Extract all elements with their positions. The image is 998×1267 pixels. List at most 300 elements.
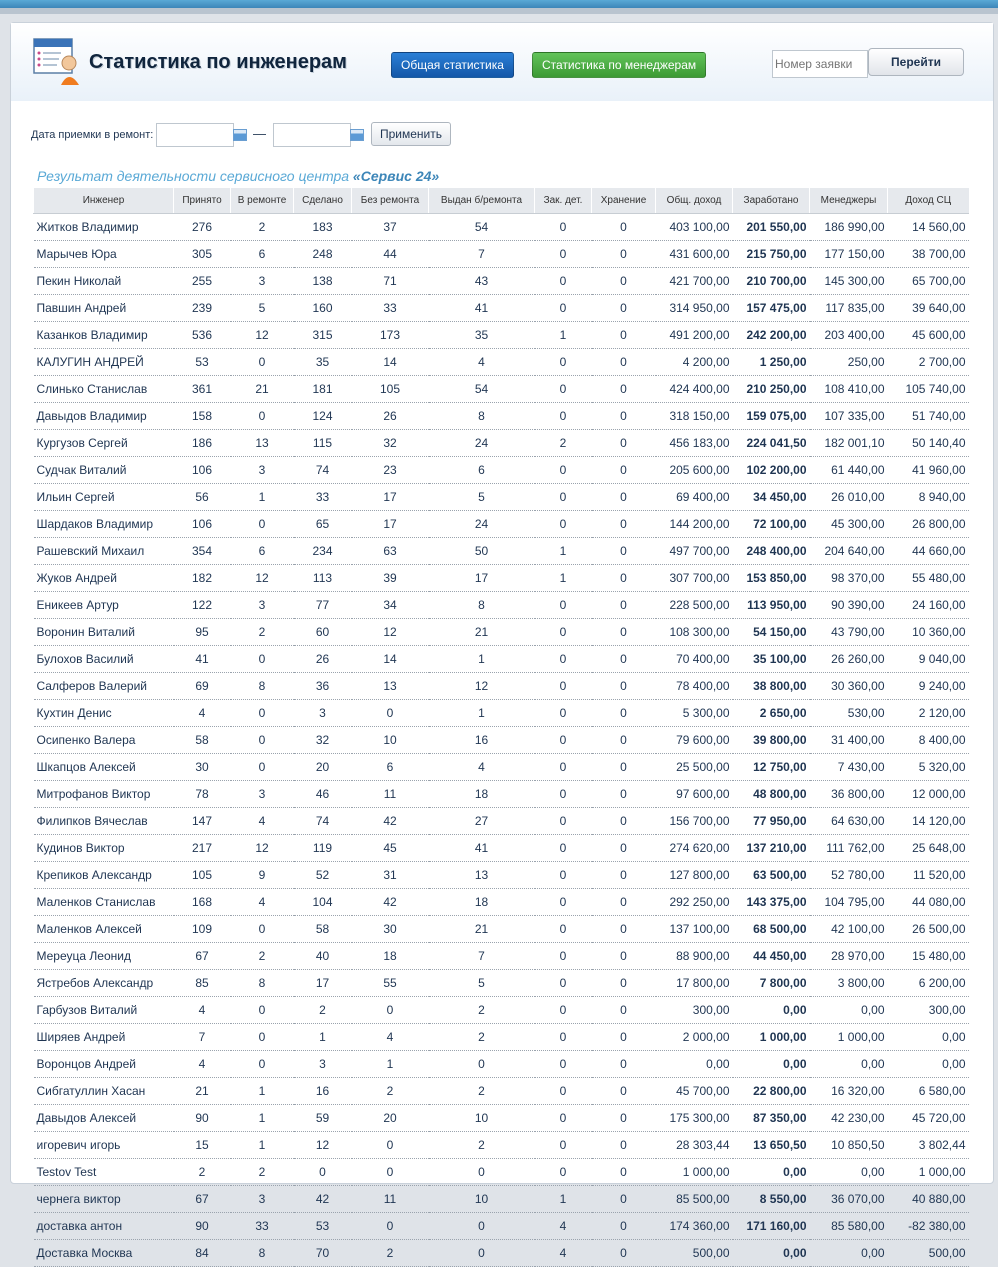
- table-cell: 0: [429, 1240, 535, 1267]
- table-cell: 38 700,00: [888, 241, 969, 268]
- table-cell: 0: [592, 1078, 656, 1105]
- table-cell: 54 150,00: [733, 619, 810, 646]
- table-cell: 1 250,00: [733, 349, 810, 376]
- table-cell: 108 410,00: [810, 376, 888, 403]
- table-cell: 1: [231, 1132, 294, 1159]
- table-cell: 0: [535, 376, 592, 403]
- engineer-name-cell: Кургузов Сергей: [34, 430, 174, 457]
- table-cell: 0,00: [810, 1159, 888, 1186]
- table-cell: 52: [294, 862, 352, 889]
- table-cell: 3: [231, 592, 294, 619]
- column-header[interactable]: Заработано: [733, 188, 810, 214]
- engineer-name-cell: Сибгатуллин Хасан: [34, 1078, 174, 1105]
- table-cell: 248: [294, 241, 352, 268]
- table-cell: 68 500,00: [733, 916, 810, 943]
- apply-button[interactable]: Применить: [371, 122, 451, 146]
- table-cell: 0: [592, 754, 656, 781]
- table-cell: 1: [231, 1105, 294, 1132]
- table-cell: 18: [429, 889, 535, 916]
- table-cell: 361: [174, 376, 231, 403]
- engineer-name-cell: Крепиков Александр: [34, 862, 174, 889]
- table-cell: 41: [174, 646, 231, 673]
- column-header[interactable]: Без ремонта: [352, 188, 429, 214]
- calendar-icon[interactable]: [350, 129, 364, 141]
- table-cell: 234: [294, 538, 352, 565]
- table-cell: 4: [174, 997, 231, 1024]
- table-cell: 7 430,00: [810, 754, 888, 781]
- table-cell: 0: [535, 862, 592, 889]
- table-cell: 0,00: [733, 1051, 810, 1078]
- table-cell: 0: [535, 727, 592, 754]
- table-cell: 4: [429, 349, 535, 376]
- table-cell: 12: [231, 565, 294, 592]
- table-cell: 143 375,00: [733, 889, 810, 916]
- table-cell: 173: [352, 322, 429, 349]
- table-cell: 41: [429, 835, 535, 862]
- table-cell: 40 880,00: [888, 1186, 969, 1213]
- table-cell: 15 480,00: [888, 943, 969, 970]
- table-cell: 39 800,00: [733, 727, 810, 754]
- top-bar: [0, 0, 998, 8]
- column-header[interactable]: Менеджеры: [810, 188, 888, 214]
- table-cell: 497 700,00: [656, 538, 733, 565]
- table-cell: 137 100,00: [656, 916, 733, 943]
- table-cell: 14: [352, 646, 429, 673]
- engineer-name-cell: Марычев Юра: [34, 241, 174, 268]
- table-cell: 0: [592, 403, 656, 430]
- table-cell: 24 160,00: [888, 592, 969, 619]
- table-cell: 0: [535, 484, 592, 511]
- table-row: [34, 511, 969, 538]
- column-header[interactable]: Выдан б/ремонта: [429, 188, 535, 214]
- table-cell: 12: [231, 322, 294, 349]
- table-cell: 17: [294, 970, 352, 997]
- table-cell: 0: [535, 214, 592, 241]
- table-row: [34, 1240, 969, 1267]
- table-cell: 144 200,00: [656, 511, 733, 538]
- table-cell: 274 620,00: [656, 835, 733, 862]
- table-cell: 55: [352, 970, 429, 997]
- table-cell: 0,00: [733, 1240, 810, 1267]
- table-cell: 0: [592, 1240, 656, 1267]
- table-row: [34, 1078, 969, 1105]
- table-cell: 20: [294, 754, 352, 781]
- table-cell: 25 500,00: [656, 754, 733, 781]
- table-cell: 13 650,50: [733, 1132, 810, 1159]
- table-cell: 1 000,00: [733, 1024, 810, 1051]
- engineer-name-cell: Житков Владимир: [34, 214, 174, 241]
- table-cell: 2: [231, 1159, 294, 1186]
- table-cell: 2: [174, 1159, 231, 1186]
- table-cell: 113: [294, 565, 352, 592]
- table-cell: 1: [535, 1186, 592, 1213]
- table-cell: 43 790,00: [810, 619, 888, 646]
- table-cell: 217: [174, 835, 231, 862]
- table-cell: 0: [231, 403, 294, 430]
- table-cell: 0: [352, 700, 429, 727]
- page-header: [11, 23, 993, 101]
- table-cell: 255: [174, 268, 231, 295]
- table-cell: 0: [231, 511, 294, 538]
- table-cell: 21: [429, 619, 535, 646]
- table-cell: 54: [429, 376, 535, 403]
- date-from-input[interactable]: [156, 123, 234, 147]
- general-stats-button[interactable]: Общая статистика: [391, 52, 514, 78]
- table-cell: 107 335,00: [810, 403, 888, 430]
- table-cell: 0: [592, 943, 656, 970]
- table-cell: 106: [174, 511, 231, 538]
- table-cell: 33: [231, 1213, 294, 1240]
- table-cell: 0: [535, 781, 592, 808]
- engineer-name-cell: чернега виктор: [34, 1186, 174, 1213]
- table-cell: 84: [174, 1240, 231, 1267]
- column-header[interactable]: Доход СЦ: [888, 188, 969, 214]
- table-cell: 30: [174, 754, 231, 781]
- table-cell: 3: [231, 457, 294, 484]
- table-cell: 39: [352, 565, 429, 592]
- table-cell: 7: [429, 241, 535, 268]
- table-row: [34, 322, 969, 349]
- table-cell: 0: [535, 1132, 592, 1159]
- table-cell: 318 150,00: [656, 403, 733, 430]
- table-cell: 33: [352, 295, 429, 322]
- table-cell: 0: [592, 538, 656, 565]
- order-number-input[interactable]: [772, 50, 868, 78]
- table-cell: 7 800,00: [733, 970, 810, 997]
- table-cell: 182 001,10: [810, 430, 888, 457]
- table-cell: 4: [535, 1240, 592, 1267]
- table-cell: 205 600,00: [656, 457, 733, 484]
- table-cell: 42: [294, 1186, 352, 1213]
- table-row: [34, 1213, 969, 1240]
- table-cell: 42: [352, 889, 429, 916]
- engineer-name-cell: Павшин Андрей: [34, 295, 174, 322]
- table-cell: 1: [352, 1051, 429, 1078]
- table-cell: 12: [294, 1132, 352, 1159]
- table-cell: 30: [352, 916, 429, 943]
- table-cell: 8 940,00: [888, 484, 969, 511]
- table-cell: 17: [352, 511, 429, 538]
- table-cell: 45 600,00: [888, 322, 969, 349]
- table-cell: 156 700,00: [656, 808, 733, 835]
- engineer-name-cell: Слинько Станислав: [34, 376, 174, 403]
- page-title: Статистика по инженерам: [89, 51, 347, 73]
- table-cell: 60: [294, 619, 352, 646]
- column-header[interactable]: Хранение: [592, 188, 656, 214]
- table-cell: 45 700,00: [656, 1078, 733, 1105]
- table-cell: 0: [592, 457, 656, 484]
- table-cell: 4: [174, 1051, 231, 1078]
- date-to-input[interactable]: [273, 123, 351, 147]
- table-cell: 0: [535, 241, 592, 268]
- table-cell: 79 600,00: [656, 727, 733, 754]
- table-cell: 0: [592, 889, 656, 916]
- table-cell: 0: [231, 700, 294, 727]
- calendar-icon[interactable]: [233, 129, 247, 141]
- table-cell: 2: [231, 214, 294, 241]
- table-header-row: [34, 188, 969, 214]
- table-cell: 26 260,00: [810, 646, 888, 673]
- table-cell: 5 300,00: [656, 700, 733, 727]
- column-header[interactable]: Общ. доход: [656, 188, 733, 214]
- table-cell: 160: [294, 295, 352, 322]
- table-row: [34, 268, 969, 295]
- table-cell: 0,00: [810, 1051, 888, 1078]
- table-cell: 0,00: [888, 1024, 969, 1051]
- table-cell: 63: [352, 538, 429, 565]
- table-cell: 0: [592, 1105, 656, 1132]
- engineer-name-cell: Ильин Сергей: [34, 484, 174, 511]
- table-row: [34, 538, 969, 565]
- table-cell: 28 303,44: [656, 1132, 733, 1159]
- table-cell: 171 160,00: [733, 1213, 810, 1240]
- table-cell: 1: [429, 700, 535, 727]
- table-cell: 67: [174, 1186, 231, 1213]
- table-cell: 0: [592, 673, 656, 700]
- table-cell: 42 230,00: [810, 1105, 888, 1132]
- engineer-name-cell: Гарбузов Виталий: [34, 997, 174, 1024]
- engineer-name-cell: Воронин Виталий: [34, 619, 174, 646]
- table-row: [34, 700, 969, 727]
- table-cell: 23: [352, 457, 429, 484]
- table-cell: 0: [352, 997, 429, 1024]
- table-cell: 105: [352, 376, 429, 403]
- table-cell: 0: [231, 349, 294, 376]
- table-cell: 8 550,00: [733, 1186, 810, 1213]
- table-cell: 0: [535, 997, 592, 1024]
- table-row: [34, 1051, 969, 1078]
- table-cell: 14 120,00: [888, 808, 969, 835]
- table-cell: 0,00: [810, 997, 888, 1024]
- table-cell: 168: [174, 889, 231, 916]
- table-cell: 44: [352, 241, 429, 268]
- table-cell: 186 990,00: [810, 214, 888, 241]
- table-cell: 87 350,00: [733, 1105, 810, 1132]
- table-cell: 36 070,00: [810, 1186, 888, 1213]
- table-row: [34, 835, 969, 862]
- engineer-name-cell: Доставка Москва: [34, 1240, 174, 1267]
- table-cell: 74: [294, 457, 352, 484]
- table-cell: 0: [352, 1132, 429, 1159]
- table-cell: 0: [535, 673, 592, 700]
- table-cell: 10: [429, 1105, 535, 1132]
- table-cell: 314 950,00: [656, 295, 733, 322]
- table-row: [34, 781, 969, 808]
- engineer-name-cell: Булохов Василий: [34, 646, 174, 673]
- engineer-name-cell: Салферов Валерий: [34, 673, 174, 700]
- table-row: [34, 241, 969, 268]
- table-cell: 44 660,00: [888, 538, 969, 565]
- table-cell: 0: [535, 889, 592, 916]
- table-cell: 12: [429, 673, 535, 700]
- table-cell: 109: [174, 916, 231, 943]
- table-cell: 3: [231, 781, 294, 808]
- table-cell: 58: [174, 727, 231, 754]
- table-cell: 53: [294, 1213, 352, 1240]
- engineer-name-cell: Давыдов Алексей: [34, 1105, 174, 1132]
- table-cell: 248 400,00: [733, 538, 810, 565]
- table-cell: 0: [535, 1105, 592, 1132]
- date-label: Дата приемки в ремонт:: [31, 129, 154, 141]
- table-cell: 1: [429, 646, 535, 673]
- table-row: [34, 754, 969, 781]
- table-cell: 0: [592, 565, 656, 592]
- table-cell: 0: [429, 1051, 535, 1078]
- table-cell: 6: [352, 754, 429, 781]
- table-row: [34, 1186, 969, 1213]
- table-cell: 183: [294, 214, 352, 241]
- table-cell: 158: [174, 403, 231, 430]
- table-cell: 36: [294, 673, 352, 700]
- table-cell: 12 750,00: [733, 754, 810, 781]
- table-cell: 2: [294, 997, 352, 1024]
- engineer-name-cell: Кухтин Денис: [34, 700, 174, 727]
- table-cell: 174 360,00: [656, 1213, 733, 1240]
- column-header[interactable]: В ремонте: [231, 188, 294, 214]
- table-cell: 0: [592, 916, 656, 943]
- table-cell: 61 440,00: [810, 457, 888, 484]
- table-row: [34, 376, 969, 403]
- table-cell: 71: [352, 268, 429, 295]
- table-cell: 122: [174, 592, 231, 619]
- table-cell: 530,00: [810, 700, 888, 727]
- table-cell: 14 560,00: [888, 214, 969, 241]
- table-cell: 0: [535, 511, 592, 538]
- table-cell: 97 600,00: [656, 781, 733, 808]
- table-cell: 0: [294, 1159, 352, 1186]
- table-cell: 85 500,00: [656, 1186, 733, 1213]
- table-cell: 153 850,00: [733, 565, 810, 592]
- table-cell: 0: [592, 646, 656, 673]
- table-cell: 12: [352, 619, 429, 646]
- table-cell: 0: [231, 1051, 294, 1078]
- table-cell: 11: [352, 781, 429, 808]
- table-cell: 0: [352, 1159, 429, 1186]
- table-cell: 0,00: [888, 1051, 969, 1078]
- table-cell: 307 700,00: [656, 565, 733, 592]
- table-cell: 111 762,00: [810, 835, 888, 862]
- table-cell: 0: [535, 970, 592, 997]
- result-heading: [37, 168, 439, 184]
- table-cell: 63 500,00: [733, 862, 810, 889]
- engineer-name-cell: Жуков Андрей: [34, 565, 174, 592]
- table-cell: 2: [429, 1078, 535, 1105]
- column-header[interactable]: Принято: [174, 188, 231, 214]
- table-cell: 1: [535, 322, 592, 349]
- table-cell: 2: [352, 1078, 429, 1105]
- column-header[interactable]: Зак. дет.: [535, 188, 592, 214]
- table-cell: 12: [231, 835, 294, 862]
- column-header[interactable]: Сделано: [294, 188, 352, 214]
- table-cell: 33: [294, 484, 352, 511]
- table-cell: 102 200,00: [733, 457, 810, 484]
- table-row: [34, 727, 969, 754]
- table-cell: 0: [592, 781, 656, 808]
- table-cell: 0: [592, 349, 656, 376]
- table-cell: 159 075,00: [733, 403, 810, 430]
- table-cell: 119: [294, 835, 352, 862]
- table-cell: 28 970,00: [810, 943, 888, 970]
- table-cell: 0: [535, 1051, 592, 1078]
- table-cell: 65: [294, 511, 352, 538]
- engineer-name-cell: Воронцов Андрей: [34, 1051, 174, 1078]
- table-cell: 137 210,00: [733, 835, 810, 862]
- table-cell: 0: [592, 295, 656, 322]
- table-cell: -82 380,00: [888, 1213, 969, 1240]
- table-row: [34, 970, 969, 997]
- table-row: [34, 295, 969, 322]
- table-cell: 2: [231, 619, 294, 646]
- table-cell: 72 100,00: [733, 511, 810, 538]
- table-row: [34, 214, 969, 241]
- table-cell: 35: [429, 322, 535, 349]
- table-cell: 25 648,00: [888, 835, 969, 862]
- engineers-table: [33, 188, 969, 1267]
- table-cell: 0: [535, 1078, 592, 1105]
- table-cell: 42: [352, 808, 429, 835]
- table-cell: 11: [352, 1186, 429, 1213]
- table-cell: 0: [592, 1159, 656, 1186]
- engineer-name-cell: Мереуца Леонид: [34, 943, 174, 970]
- table-cell: 18: [429, 781, 535, 808]
- engineer-name-cell: доставка антон: [34, 1213, 174, 1240]
- engineer-name-cell: Маленков Станислав: [34, 889, 174, 916]
- table-cell: 9 240,00: [888, 673, 969, 700]
- table-cell: 305: [174, 241, 231, 268]
- table-row: [34, 1159, 969, 1186]
- table-cell: 4: [231, 889, 294, 916]
- table-cell: 0: [592, 808, 656, 835]
- table-row: [34, 565, 969, 592]
- column-header[interactable]: Инженер: [34, 188, 174, 214]
- table-cell: 2: [429, 1024, 535, 1051]
- table-cell: 78: [174, 781, 231, 808]
- table-cell: 8: [231, 970, 294, 997]
- manager-stats-button[interactable]: Статистика по менеджерам: [532, 52, 706, 78]
- table-row: [34, 349, 969, 376]
- table-cell: 0: [592, 1186, 656, 1213]
- engineer-name-cell: Еникеев Артур: [34, 592, 174, 619]
- table-cell: 104 795,00: [810, 889, 888, 916]
- table-cell: 8: [429, 592, 535, 619]
- table-cell: 0: [592, 241, 656, 268]
- table-cell: 403 100,00: [656, 214, 733, 241]
- table-cell: 21: [429, 916, 535, 943]
- table-cell: 56: [174, 484, 231, 511]
- table-cell: 0: [592, 997, 656, 1024]
- table-cell: 17 800,00: [656, 970, 733, 997]
- table-cell: 0: [231, 646, 294, 673]
- table-cell: 3: [294, 1051, 352, 1078]
- table-cell: 45 720,00: [888, 1105, 969, 1132]
- table-cell: 77: [294, 592, 352, 619]
- go-button[interactable]: Перейти: [868, 48, 964, 76]
- table-cell: 3: [231, 1186, 294, 1213]
- table-cell: 9 040,00: [888, 646, 969, 673]
- table-cell: 1: [535, 538, 592, 565]
- table-cell: 0: [535, 646, 592, 673]
- table-cell: 491 200,00: [656, 322, 733, 349]
- engineer-stats-icon: [33, 37, 81, 87]
- table-cell: 0: [592, 322, 656, 349]
- table-cell: 4: [231, 808, 294, 835]
- table-cell: 59: [294, 1105, 352, 1132]
- table-cell: 242 200,00: [733, 322, 810, 349]
- table-cell: 26 500,00: [888, 916, 969, 943]
- engineer-name-cell: Осипенко Валера: [34, 727, 174, 754]
- table-cell: 8: [231, 1240, 294, 1267]
- table-cell: 10 850,50: [810, 1132, 888, 1159]
